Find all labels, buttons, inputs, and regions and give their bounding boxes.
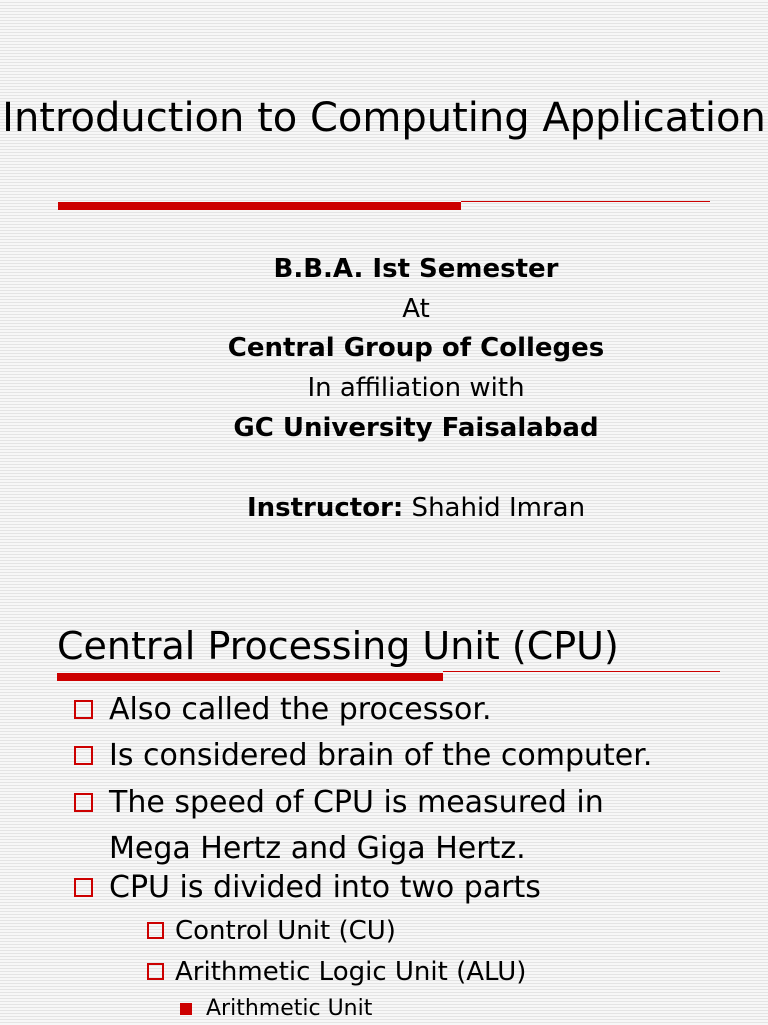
at-label: At xyxy=(402,294,430,324)
list-item-text: Arithmetic Unit xyxy=(206,996,373,1021)
affiliation-label: In affiliation with xyxy=(307,373,525,403)
instructor-name: Shahid Imran xyxy=(403,493,586,523)
hollow-square-bullet-icon xyxy=(74,700,93,719)
cpu-slide xyxy=(0,600,768,1024)
hollow-square-bullet-icon xyxy=(74,878,93,897)
hollow-square-bullet-icon xyxy=(147,963,164,980)
sub-sub-list-item xyxy=(206,993,372,1025)
sub-list-item xyxy=(175,911,396,951)
list-item xyxy=(109,733,652,779)
list-item-text: Is considered brain of the computer. xyxy=(109,738,653,773)
list-item-text: CPU is divided into two parts xyxy=(109,870,541,905)
hollow-square-bullet-icon xyxy=(147,922,164,939)
list-item-text: Control Unit (CU) xyxy=(175,916,396,946)
slide-title: Introduction to Computing Application xyxy=(2,95,766,141)
title-underline-thin xyxy=(443,671,720,672)
list-item xyxy=(109,780,669,872)
instructor-label: Instructor: xyxy=(246,493,404,523)
list-item-text: Arithmetic Logic Unit (ALU) xyxy=(175,957,527,987)
university-name: GC University Faisalabad xyxy=(233,413,599,443)
course-semester: B.B.A. Ist Semester xyxy=(273,254,559,284)
list-item-text: Also called the processor. xyxy=(109,692,492,727)
title-underline-thin xyxy=(461,201,710,202)
college-name: Central Group of Colleges xyxy=(227,333,605,363)
hollow-square-bullet-icon xyxy=(74,793,93,812)
list-item-text: The speed of CPU is measured in Mega Hertz and Giga Hertz. xyxy=(109,785,604,866)
list-item xyxy=(109,865,541,911)
list-item xyxy=(109,687,492,733)
title-underline-thick xyxy=(58,202,461,210)
hollow-square-bullet-icon xyxy=(74,746,93,765)
instructor-line xyxy=(60,488,768,528)
filled-square-bullet-icon xyxy=(180,1003,192,1015)
sub-list-item xyxy=(175,952,526,992)
title-underline-thick xyxy=(57,673,443,681)
slide-title: Central Processing Unit (CPU) xyxy=(57,624,619,668)
